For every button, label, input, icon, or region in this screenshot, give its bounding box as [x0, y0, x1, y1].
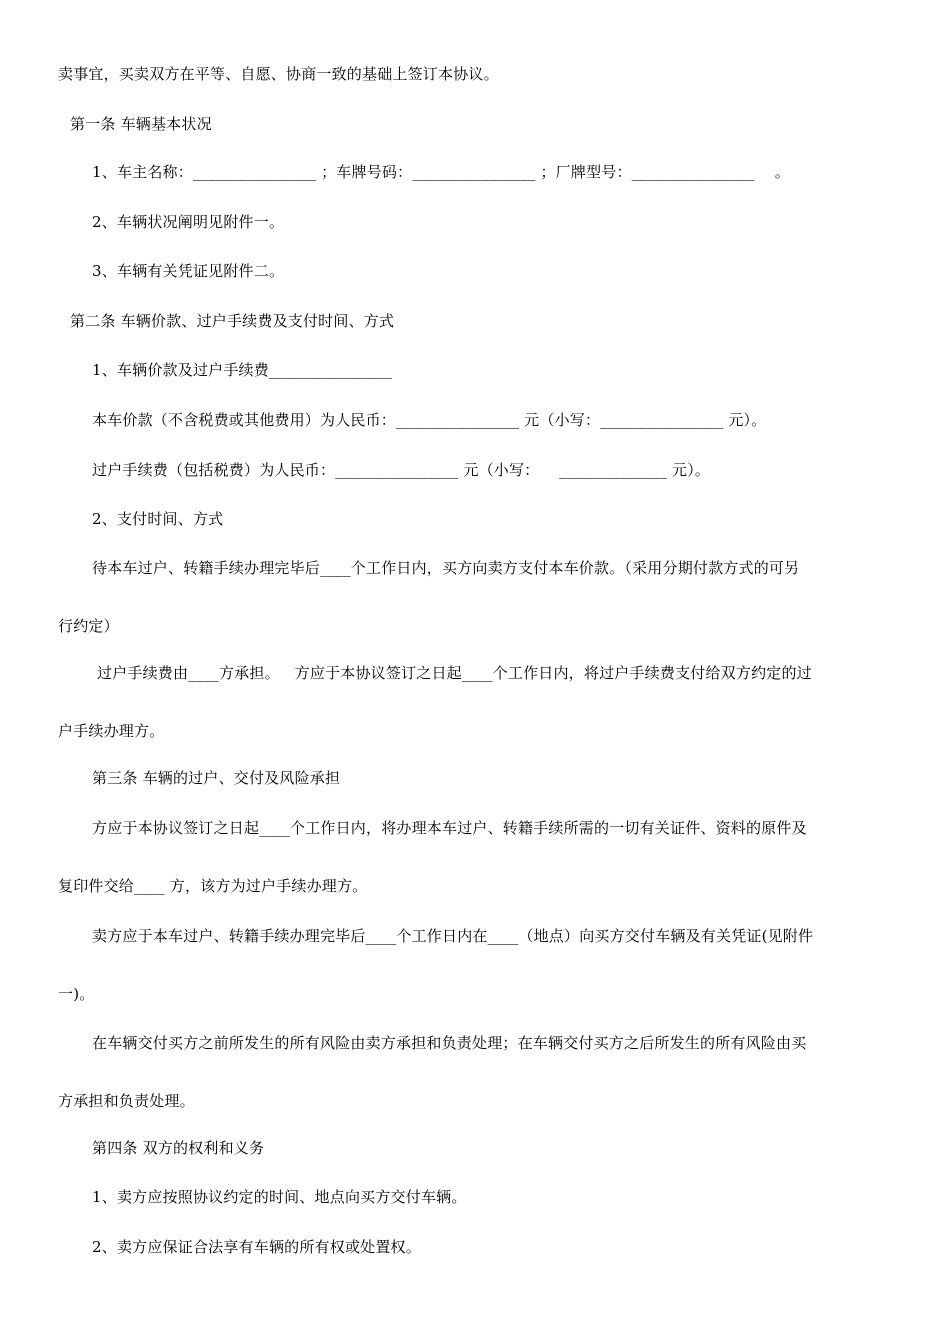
text-line: 2、支付时间、方式 [92, 510, 224, 528]
text-line: 一)。 [58, 985, 95, 1003]
text-line: 待本车过户、转籍手续办理完毕后____个工作日内，买方向卖方支付本车价款。（采用分期付款方式的可另 [92, 559, 800, 577]
text-line: 1、卖方应按照协议约定的时间、地点向买方交付车辆。 [92, 1188, 467, 1206]
text-line: 2、车辆状况阐明见附件一。 [92, 213, 285, 231]
text-line: 方承担和负责处理。 [58, 1092, 195, 1110]
text-line: 方应于本协议签订之日起____个工作日内，将办理本车过户、转籍手续所需的一切有关证件、资料的原件及 [92, 819, 807, 837]
text-line: 复印件交给____ 方，该方为过户手续办理方。 [58, 877, 368, 895]
text-line: 卖事宜，买卖双方在平等、自愿、协商一致的基础上签订本协议。 [58, 65, 499, 83]
text-line: 1、车主名称：________________ ；车牌号码：________________ ；厂牌型号：________________ 。 [92, 163, 790, 181]
text-line: 行约定） [58, 617, 119, 635]
section-heading: 第四条 双方的权利和义务 [92, 1139, 265, 1157]
text-line: 1、车辆价款及过户手续费________________ [92, 361, 393, 379]
section-heading: 第二条 车辆价款、过户手续费及支付时间、方式 [70, 312, 395, 330]
text-line: 卖方应于本车过户、转籍手续办理完毕后____个工作日内在____（地点）向买方交付车辆及有关凭证(见附件 [92, 927, 814, 945]
text-line: 过户手续费（包括税费）为人民币：________________ 元（小写： ______________ 元）。 [92, 461, 711, 479]
text-line: 过户手续费由____方承担。 方应于本协议签订之日起____个工作日内，将过户手续费支付给双方约定的过 [92, 664, 812, 682]
text-line: 本车价款（不含税费或其他费用）为人民币：________________ 元（小写：________________ 元）。 [92, 411, 767, 429]
text-line: 户手续办理方。 [58, 722, 165, 740]
text-line: 3、车辆有关凭证见附件二。 [92, 262, 285, 280]
text-line: 2、卖方应保证合法享有车辆的所有权或处置权。 [92, 1238, 421, 1256]
section-heading: 第一条 车辆基本状况 [70, 115, 212, 133]
section-heading: 第三条 车辆的过户、交付及风险承担 [92, 769, 341, 787]
text-line: 在车辆交付买方之前所发生的所有风险由卖方承担和负责处理；在车辆交付买方之后所发生的所有风险由买 [92, 1034, 807, 1052]
